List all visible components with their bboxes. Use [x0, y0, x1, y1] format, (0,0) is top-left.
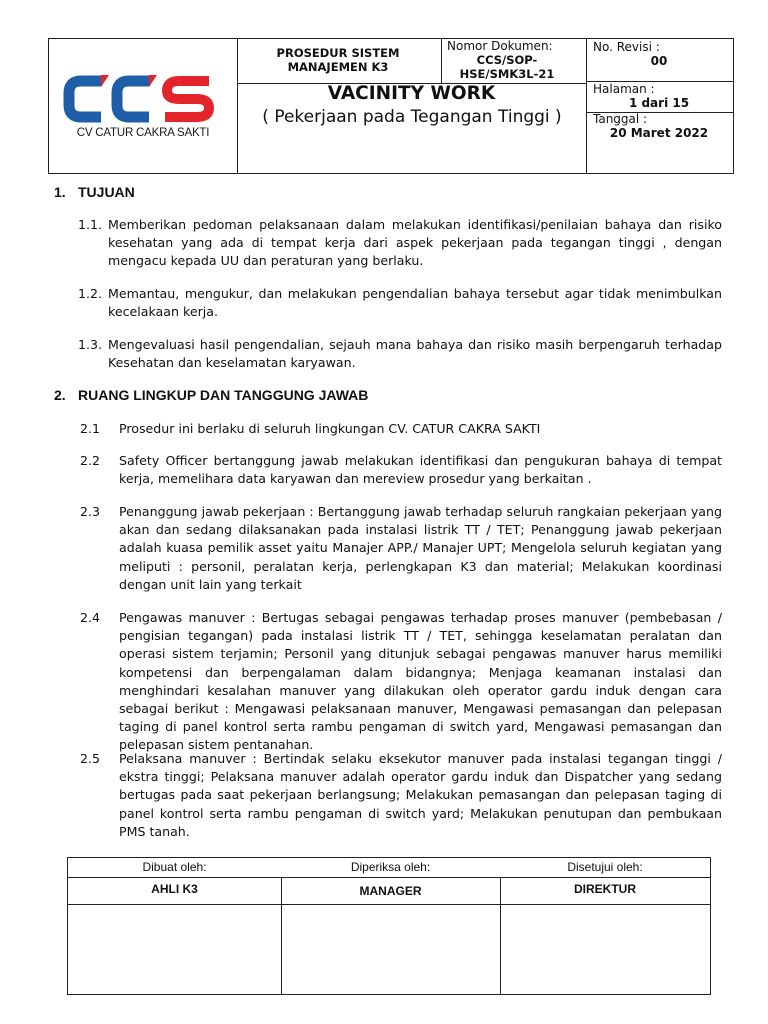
signature-box-ahli-k3: [68, 905, 281, 994]
sig-header-approved: Disetujui oleh:: [567, 860, 643, 874]
document-title: VACINITY WORK: [327, 83, 496, 104]
item-2-2-number: 2.2: [80, 453, 101, 468]
sig-role-manager: MANAGER: [359, 884, 422, 898]
item-1-1-text: Memberikan pedoman pelaksanaan dalam melakukan identifikasi/penilaian bahaya dan risiko kesehatan yang ada di tempat kerja dari aspek pekerjaan pada tegangan tinggi , dengan mengacu kepada UU dan peraturan yang berlaku.: [108, 217, 722, 269]
doc-number-value: CCS/SOP-HSE/SMK3L-21: [459, 53, 555, 81]
item-2-1-text: Prosedur ini berlaku di seluruh lingkungan CV. CATUR CAKRA SAKTI: [119, 421, 541, 436]
item-1-2-number: 1.2.: [78, 286, 103, 301]
system-title: PROSEDUR SISTEM MANAJEMEN K3: [276, 46, 400, 74]
document-subtitle: ( Pekerjaan pada Tegangan Tinggi ): [262, 107, 562, 127]
item-2-4-number: 2.4: [80, 610, 101, 625]
item-2-4-text: Pengawas manuver : Bertugas sebagai pengawas terhadap proses manuver (pembebasan / pengisian tegangan) pada instalasi listrik TT / TET, sehingga keselamatan peralatan dan operasi sistem terjamin; Personil yang ditunjuk sebagai pengawas manuver harus memiliki kompetensi dan berpengalaman dalam bidangnya; Menjaga keamanan instalasi dan menghindari kesalahan manuver yang dilakukan oleh operator gardu induk dengan cara sebagai berikut : Mengawasi pelaksanaan manuver, Mengawasi pemasangan dan pelepasan taging di panel kontrol serta rambu pengaman di switch yard, Mengawasi pemasangan dan pelepasan sistem pentanahan.: [119, 610, 722, 753]
item-1-3-number: 1.3.: [78, 337, 103, 352]
item-2-3-text: Penanggung jawab pekerjaan : Bertanggung jawab terhadap seluruh rangkaian pekerjaan yang akan dan sedang dilaksanakan pada instalasi listrik TT / TET; Penanggung jawab pekerjaan adalah kuasa pemilik asset yaitu Manajer APP./ Manajer UPT; Mengelola seluruh kegiatan yang meliputi : personil, peralatan kerja, perlengkapan K3 dan material; Melakukan koordinasi dengan unit lain yang terkait: [119, 504, 722, 592]
item-2-5-number: 2.5: [80, 751, 101, 766]
sig-header-prepared: Dibuat oleh:: [142, 860, 207, 874]
doc-number-label: Nomor Dokumen:: [447, 39, 553, 53]
sig-role-ahli-k3: AHLI K3: [151, 882, 198, 896]
item-2-5-text: Pelaksana manuver : Bertindak selaku eksekutor manuver pada instalasi tegangan tinggi / ekstra tinggi; Pelaksana manuver adalah operator gardu induk dan Dispatcher yang sedang bertugas pada saat pekerjaan berlangsung; Melakukan pemasangan dan pelepasan taging di panel kontrol serta rambu pengaman di switch yard; Melakukan penutupan dan pembukaan PMS tanah.: [119, 751, 722, 839]
signature-box-direktur: [501, 905, 710, 994]
document-header: [48, 38, 734, 174]
item-1-2-text: Memantau, mengukur, dan melakukan pengendalian bahaya tersebut agar tidak menimbulkan kecelakaan kerja.: [108, 286, 722, 320]
date-value: 20 Maret 2022: [609, 126, 709, 140]
date-label: Tanggal :: [593, 112, 648, 126]
section-1-title: TUJUAN: [78, 184, 135, 200]
item-1-3-text: Mengevaluasi hasil pengendalian, sejauh mana bahaya dan risiko masih berpengaruh terhadap Kesehatan dan keselamatan karyawan.: [108, 337, 722, 371]
section-2-number: 2.: [54, 387, 66, 403]
page-label: Halaman :: [593, 82, 655, 96]
page-value: 1 dari 15: [628, 96, 690, 110]
item-1-1-number: 1.1.: [78, 217, 103, 232]
revision-value: 00: [650, 54, 668, 68]
company-name: CV CATUR CAKRA SAKTI: [76, 127, 210, 139]
sig-role-direktur: DIREKTUR: [574, 882, 636, 896]
section-2-title: RUANG LINGKUP DAN TANGGUNG JAWAB: [78, 387, 369, 403]
sig-header-checked: Diperiksa oleh:: [350, 860, 431, 874]
signature-table: [67, 857, 711, 995]
revision-label: No. Revisi :: [593, 40, 660, 54]
company-logo: [61, 65, 225, 145]
item-2-2-text: Safety Officer bertanggung jawab melakukan identifikasi dan pengukuran bahaya di tempat kerja, memelihara data karyawan dan mereview prosedur yang berkaitan .: [119, 453, 722, 487]
item-2-1-number: 2.1: [80, 421, 101, 436]
signature-box-manager: [282, 905, 500, 994]
item-2-3-number: 2.3: [80, 504, 101, 519]
section-1-number: 1.: [54, 184, 66, 200]
